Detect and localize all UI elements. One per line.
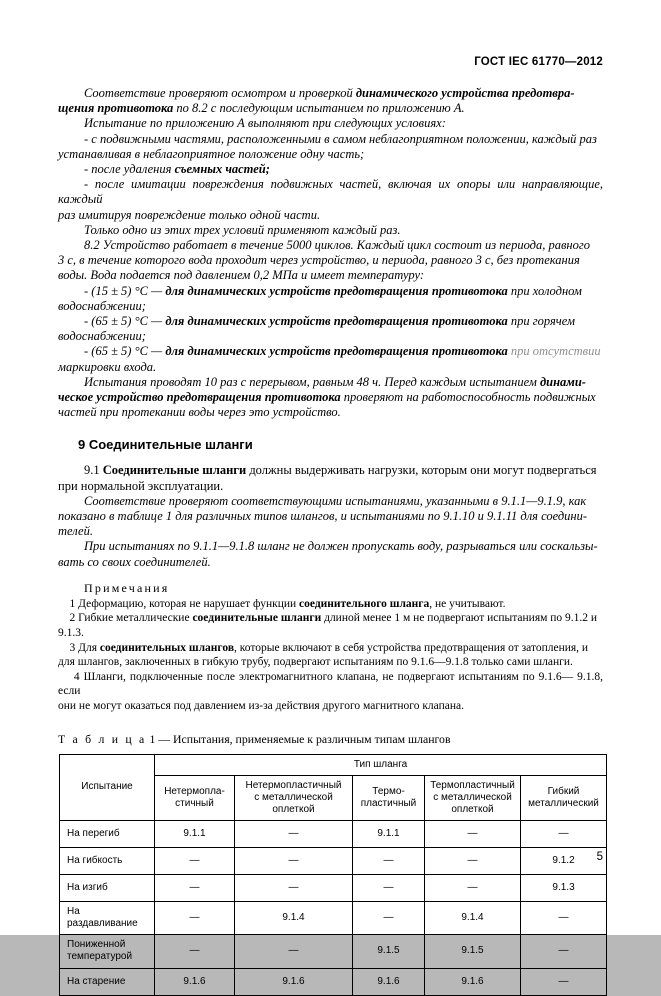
table-cell-label: На гибкость [60,847,155,874]
table-row [60,820,607,847]
table-cell: 9.1.2 [521,847,607,874]
paragraph: Испытания проводят 10 раз с перерывом, равным 48 ч. Перед каждым испытанием динами- [84,374,586,389]
body-paragraphs [58,86,603,420]
paragraph: раз имитируя повреждение только одной части. [58,207,321,222]
note-item: 9.1.3. [58,627,84,640]
notes-heading: Примечания [84,580,170,595]
paragraph: - после удаления съемных частей; [84,162,270,177]
table-cell-label: На изгиб [60,874,155,901]
paragraph: вать со своих соединителей. [58,554,211,569]
table-cell: 9.1.4 [425,901,521,934]
table-cell: 9.1.6 [155,968,235,995]
paragraph: при нормальной эксплуатации. [58,478,224,493]
table-cell: 9.1.3 [521,874,607,901]
table-cell-label: На перегиб [60,820,155,847]
table-cell: 9.1.6 [425,968,521,995]
table-cell: — [155,874,235,901]
table-row [60,901,607,934]
paragraph: Только одно из этих трех условий применяют каждый раз. [84,222,401,237]
table-cell: — [521,820,607,847]
page-header: ГОСТ IEC 61770—2012 [474,56,603,68]
paragraph: 3 с, в течение которого вода проходит через устройство, и периода, равного 3 с, без протекания [58,253,580,268]
table-cell: — [425,820,521,847]
table-cell: 9.1.4 [235,901,353,934]
paragraph: 8.2 Устройство работает в течение 5000 циклов. Каждый цикл состоит из периода, равного [84,238,590,253]
paragraph: ческое устройство предотвращения противотока проверяют на работоспособность подвижных [58,390,596,405]
table-cell: 9.1.5 [353,934,425,968]
paragraph: устанавливая в неблагоприятное положение одну часть; [58,146,365,161]
paragraph: Соответствие проверяют осмотром и проверкой динамического устройства предотвра- [84,86,575,100]
paragraph: - после имитации повреждения подвижных частей, включая их опоры или направляющие, каждый [58,177,603,207]
paragraph: водоснабжении; [58,298,146,313]
section-paragraphs [58,463,603,569]
paragraph: водоснабжении; [58,329,146,344]
table-cell-label: На раздавливание [60,901,155,934]
paragraph: - (65 ± 5) °С — для динамических устройств предотвращения противотока при горячем [84,314,575,329]
notes-list [58,597,603,714]
table-cell: — [353,847,425,874]
page-number: 5 [596,851,603,863]
table-cell: 9.1.6 [235,968,353,995]
table-caption-prefix: Т а б л и ц а [58,731,147,746]
table-row [60,847,607,874]
table-cell: 9.1.6 [353,968,425,995]
paragraph: показано в таблице 1 для различных типов шлангов, и испытаниями по 9.1.10 и 9.1.11 для соедини- [58,509,588,524]
table-cell: — [353,874,425,901]
paragraph: частей при протекании воды через это устройство. [58,405,341,420]
table-header-row-1 [60,754,607,775]
table-cell: — [521,968,607,995]
table-cell-label: На старение [60,968,155,995]
paragraph: Испытание по приложению А выполняют при следующих условиях: [84,116,446,131]
table-cell: — [155,847,235,874]
table-col-header-test: Испытание [60,754,155,820]
note-item: 3 Для соединительных шлангов, которые включают в себя устройства предотвращения от затопления, и [58,641,589,654]
hose-tests-table [59,754,607,996]
table-cell: 9.1.1 [155,820,235,847]
paragraph: маркировки входа. [58,359,157,374]
paragraph: - (15 ± 5) °С — для динамических устройств предотвращения противотока при холодном [84,283,582,298]
table-cell: — [353,901,425,934]
paragraph: щения противотока по 8.2 с последующим испытанием по приложению А. [58,101,465,116]
table-col-header: Гибкий металлический [521,775,607,820]
note-item: 4 Шланги, подключенные после электромагнитного клапана, не подвергают испытаниям по 9.1.6— 9.1.8, если [58,670,603,698]
table-cell: — [155,934,235,968]
paragraph: - (65 ± 5) °С — для динамических устройств предотвращения противотока при отсутствии [84,344,601,359]
table-cell: — [235,847,353,874]
table-col-header: Термопластичный с металлической оплеткой [425,775,521,820]
paragraph: Соответствие проверяют соответствующими испытаниями, указанными в 9.1.1—9.1.9, как [84,493,587,508]
note-item: 1 Деформацию, которая не нарушает функции соединительного шланга, не учитывают. [58,597,506,610]
note-item: 2 Гибкие металлические соединительные шланги длиной менее 1 м не подвергают испытаниям по 9.1.2 и [58,612,598,625]
table-caption-rest: 1 — Испытания, применяемые к различным типам шлангов [146,731,451,746]
table-row [60,874,607,901]
table-cell: — [235,874,353,901]
table-row [60,968,607,995]
table-group-header: Тип шланга [155,754,607,775]
table-caption [58,732,603,747]
paragraph: 9.1 Соединительные шланги должны выдерживать нагрузки, которым они могут подвергаться [84,463,597,478]
page-content [58,56,603,996]
note-item: для шлангов, заключенных в гибкую трубу, подвергают испытаниям по 9.1.6—9.1.8 только сами шланги. [58,656,573,669]
paragraph: телей. [58,524,93,539]
section-heading: 9 Соединительные шланги [78,437,253,453]
paragraph: При испытаниях по 9.1.1—9.1.8 шланг не должен пропускать воду, разрываться или соскальзы- [84,539,598,554]
table-col-header: Термо- пластичный [353,775,425,820]
table-cell-label: Пониженной температурой [60,934,155,968]
table-cell: — [235,820,353,847]
table-col-header: Нетермопла- стичный [155,775,235,820]
paragraph: - с подвижными частями, расположенными в самом неблагоприятном положении, каждый раз [84,131,597,146]
table-cell: 9.1.1 [353,820,425,847]
paragraph: воды. Вода подается под давлением 0,2 МПа и имеет температуру: [58,268,425,283]
table-cell: — [425,847,521,874]
table-cell: — [521,934,607,968]
table-col-header: Нетермопластичный с металлической оплеткой [235,775,353,820]
table-cell: 9.1.5 [425,934,521,968]
table-cell: — [235,934,353,968]
note-item: они не могут оказаться под давлением из-за действия другого магнитного клапана. [58,700,465,713]
table-row [60,934,607,968]
table-cell: — [425,874,521,901]
table-cell: — [155,901,235,934]
table-cell: — [521,901,607,934]
